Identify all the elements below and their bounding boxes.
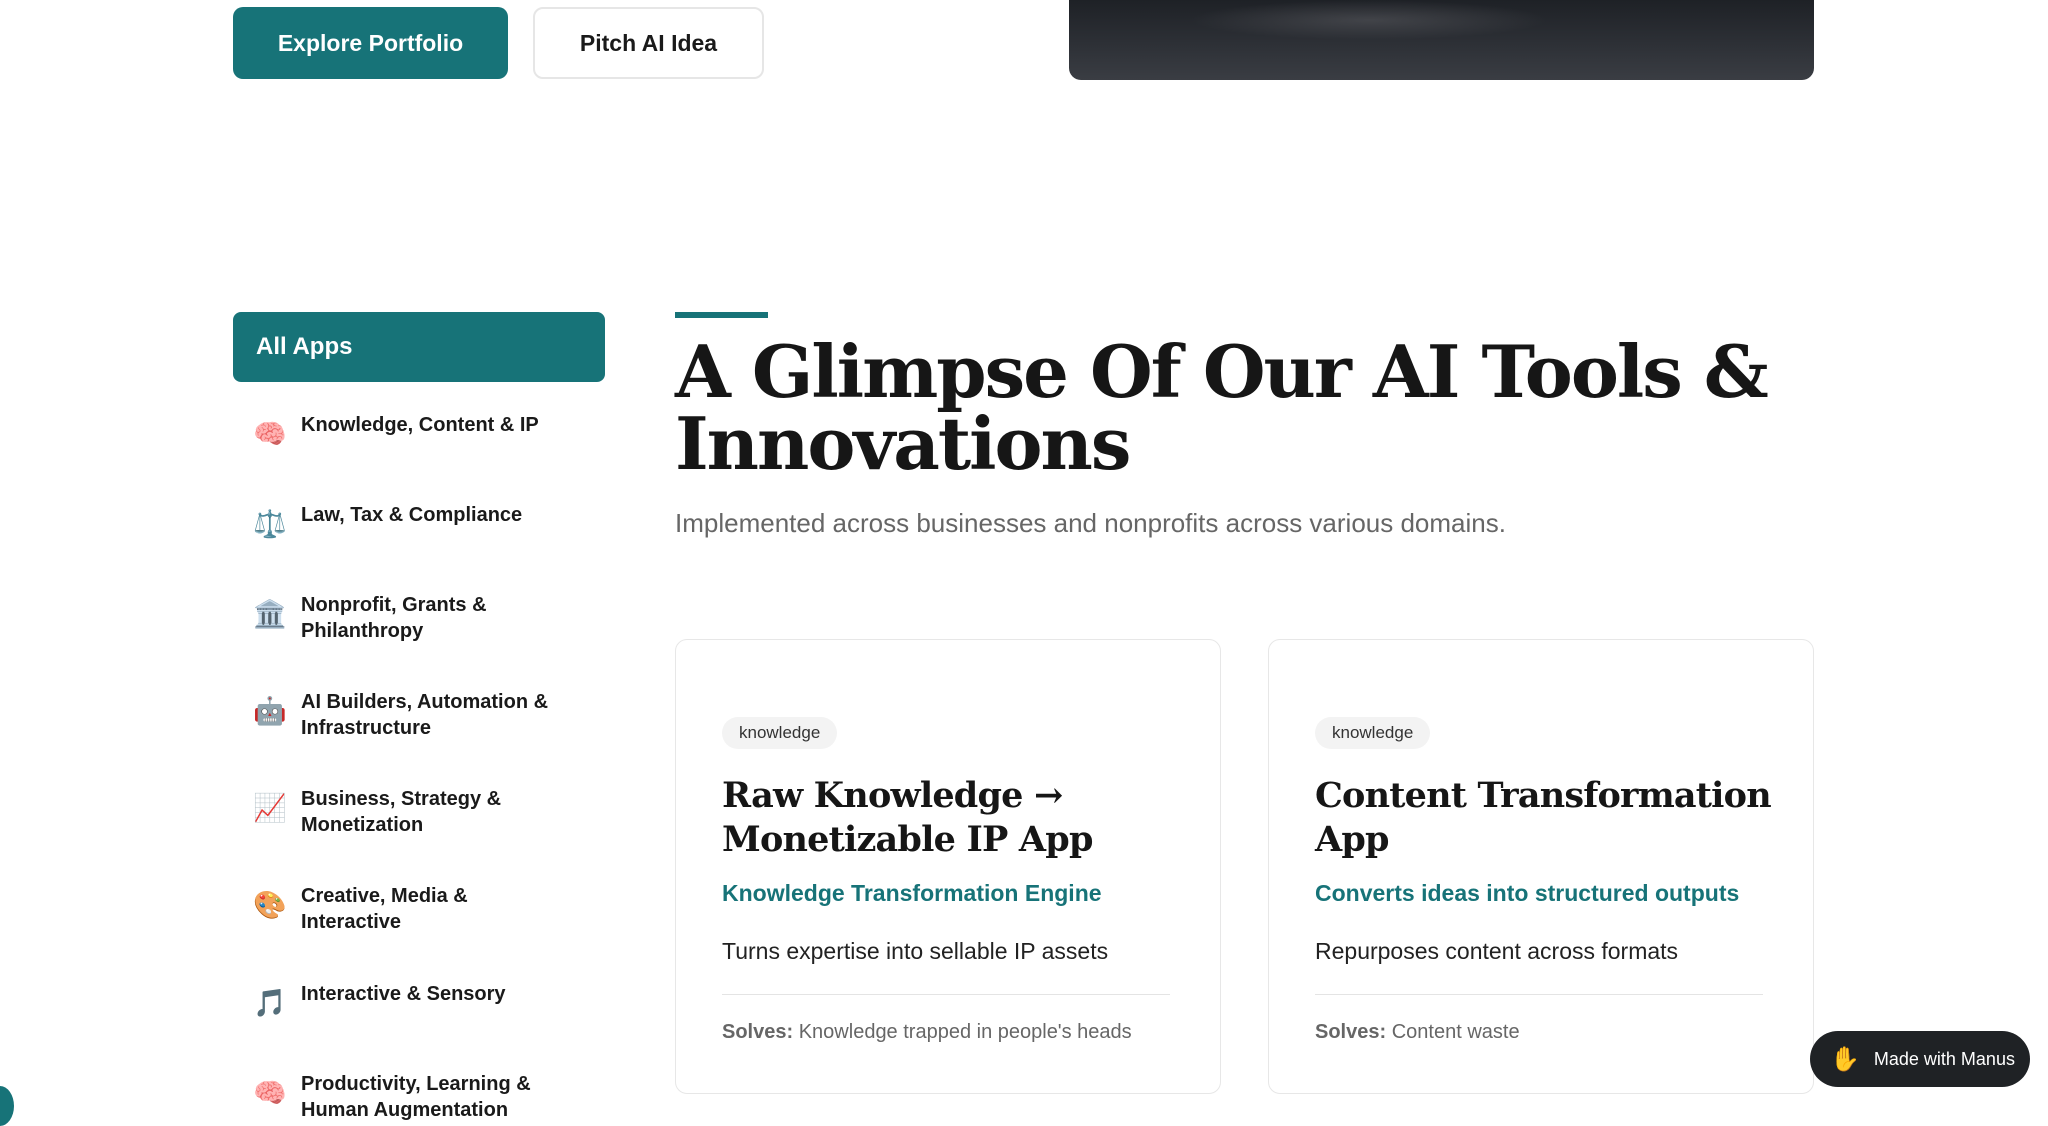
card-solves	[722, 1021, 1132, 1044]
category-all-apps[interactable]: All Apps	[233, 312, 605, 382]
robot-icon: 🤖	[253, 696, 287, 726]
solves-label: Solves:	[1315, 1021, 1387, 1043]
category-label: Creative, Media & Interactive	[301, 885, 468, 933]
page-subtitle: Implemented across businesses and nonprofits across various domains.	[675, 508, 1506, 538]
category-label: Knowledge, Content & IP	[301, 414, 539, 436]
card-divider	[1315, 994, 1763, 995]
card-divider	[722, 994, 1170, 995]
explore-portfolio-button[interactable]: Explore Portfolio	[233, 7, 508, 79]
brain-icon: 🧠	[253, 1078, 287, 1108]
classical-building-icon: 🏛️	[253, 599, 287, 629]
category-tag: knowledge	[1315, 717, 1430, 749]
category-label: Interactive & Sensory	[301, 983, 506, 1005]
app-card[interactable]	[675, 639, 1221, 1094]
solves-text: Knowledge trapped in people's heads	[798, 1021, 1132, 1043]
brain-icon: 🧠	[253, 419, 287, 449]
hero-image	[1069, 0, 1814, 80]
category-knowledge-content-ip[interactable]	[253, 412, 613, 451]
card-description: Turns expertise into sellable IP assets	[722, 938, 1109, 964]
card-solves	[1315, 1021, 1520, 1044]
palette-icon: 🎨	[253, 890, 287, 920]
card-subtitle: Converts ideas into structured outputs	[1315, 880, 1740, 906]
category-interactive-sensory[interactable]	[253, 981, 613, 1020]
category-law-tax-compliance[interactable]	[253, 502, 613, 541]
category-label: Productivity, Learning & Human Augmentation	[301, 1073, 531, 1121]
card-subtitle: Knowledge Transformation Engine	[722, 880, 1102, 906]
category-nonprofit-grants[interactable]	[253, 592, 613, 644]
category-tag: knowledge	[722, 717, 837, 749]
corner-decoration	[0, 1086, 14, 1126]
card-title: Content Transformation App	[1315, 775, 1771, 860]
card-description: Repurposes content across formats	[1315, 938, 1679, 964]
page-title: A Glimpse Of Our AI Tools & Innovations	[675, 329, 1767, 486]
category-creative-media[interactable]	[253, 883, 613, 935]
badge-label: Made with Manus	[1873, 1048, 2015, 1069]
category-label: AI Builders, Automation & Infrastructure	[301, 691, 549, 739]
chart-increasing-icon: 📈	[253, 793, 287, 823]
solves-label: Solves:	[722, 1021, 794, 1043]
category-label: Law, Tax & Compliance	[301, 504, 523, 526]
app-card[interactable]	[1268, 639, 1814, 1094]
category-label: Business, Strategy & Monetization	[301, 788, 502, 836]
music-note-icon: 🎵	[253, 988, 287, 1018]
category-ai-builders[interactable]	[253, 689, 613, 741]
card-title: Raw Knowledge → Monetizable IP App	[722, 775, 1093, 860]
accent-bar	[675, 312, 768, 318]
made-with-manus-badge[interactable]	[1810, 1031, 2030, 1087]
category-business-strategy[interactable]	[253, 786, 613, 838]
solves-text: Content waste	[1391, 1021, 1520, 1043]
category-productivity-learning[interactable]	[253, 1071, 613, 1123]
pitch-ai-idea-button[interactable]: Pitch AI Idea	[533, 7, 764, 79]
hand-icon: ✋	[1830, 1045, 1860, 1073]
scales-icon: ⚖️	[253, 509, 287, 539]
category-label: Nonprofit, Grants & Philanthropy	[301, 594, 487, 642]
